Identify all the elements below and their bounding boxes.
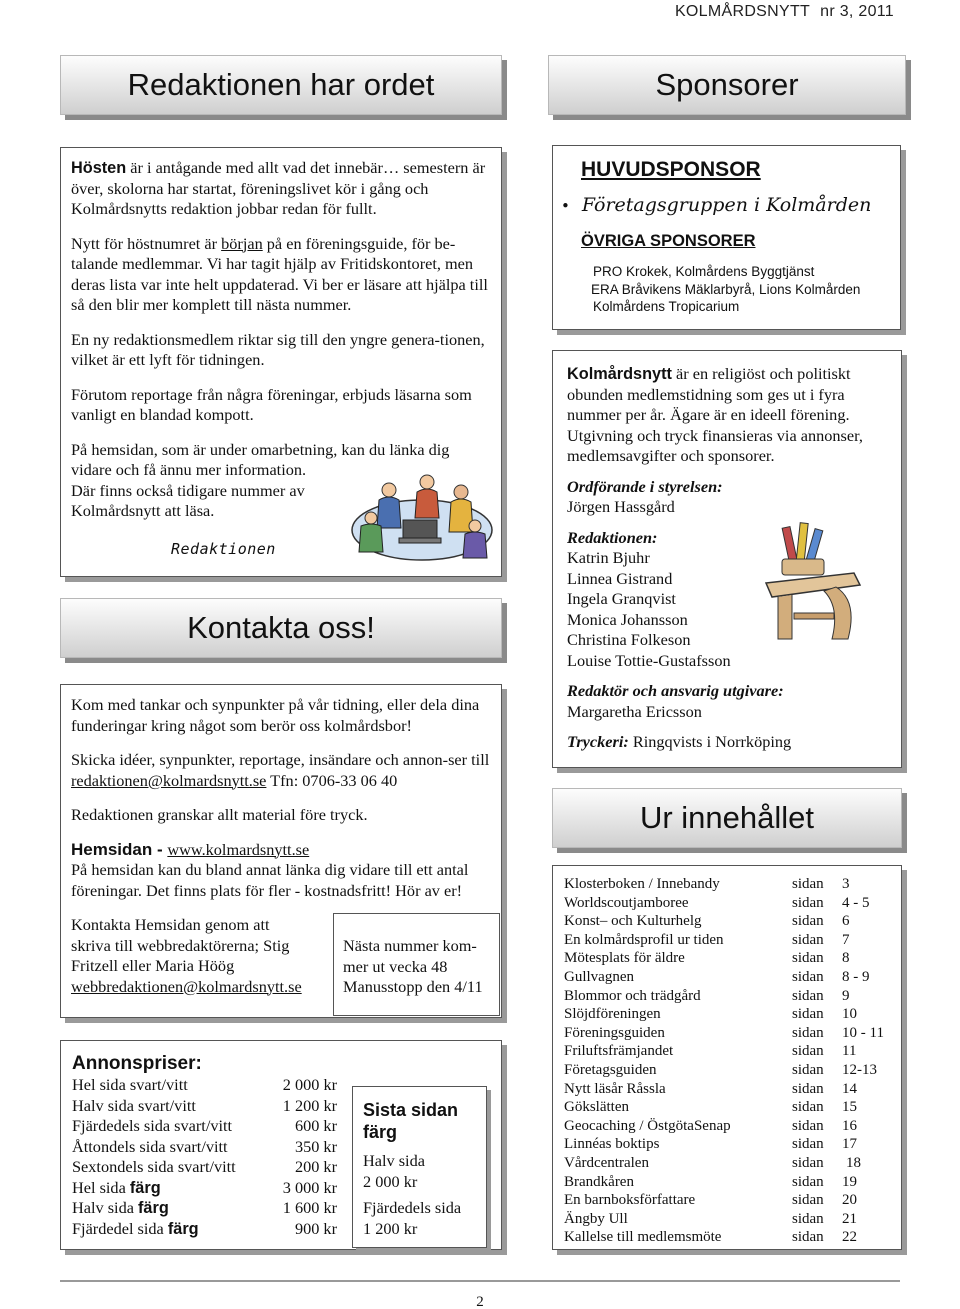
toc-sidan: sidan: [792, 894, 824, 911]
contact-phone: Tfn: 0706-33 06 40: [266, 770, 398, 790]
page-header: [675, 3, 894, 21]
toc-title: Mötesplats för äldre: [564, 950, 685, 967]
toc-sidan: sidan: [792, 1173, 824, 1190]
issue-number: nr 3, 2011: [820, 3, 894, 20]
sponsors-box: [552, 145, 901, 330]
main-sponsor-name: Företagsgruppen i Kolmården: [581, 194, 872, 216]
other-sponsors-line: ERA Bråvikens Mäklarbyrå, Lions Kolmården: [591, 281, 861, 297]
toc-row: [564, 1210, 891, 1229]
price-label-bold: färg: [129, 1178, 161, 1197]
toc-title: Nytt läsår Råssla: [564, 1080, 666, 1097]
toc-page: 8: [842, 950, 850, 967]
price-value: 3 000 kr: [282, 1177, 337, 1197]
toc-sidan: sidan: [792, 876, 824, 892]
back-page-quarter-label: Fjärdedels sida: [363, 1198, 462, 1217]
price-value: 900 kr: [294, 1218, 337, 1238]
toc-page: 6: [842, 913, 850, 930]
toc-sidan: sidan: [792, 1192, 824, 1209]
toc-title: Friluftsfrämjandet: [564, 1043, 674, 1060]
back-page-quarter-price: 1 200 kr: [363, 1218, 418, 1238]
toc-page: 22: [842, 1229, 857, 1246]
editor-name: Christina Folkeson: [567, 630, 691, 649]
editorial-p2-underlined: början: [221, 233, 263, 253]
toc-row: [564, 1135, 891, 1154]
editorial-title: Redaktionen har ordet: [127, 67, 435, 102]
toc-row: [564, 1098, 891, 1117]
toc-title: Slöjdföreningen: [564, 1006, 661, 1023]
contact-title: Kontakta oss!: [187, 610, 375, 645]
editorial-paragraph-6: Där finns också tidigare nummer av Kolmårdsnytt att läsa.: [71, 480, 305, 520]
toc-title: Konst– och Kulturhelg: [564, 913, 702, 930]
chair-label: Ordförande i styrelsen:: [567, 476, 723, 496]
contact-paragraph-1: Kom med tankar och synpunkter på vår tidning, eller dela dina funderingar kring något som berör oss kolmårdsbor!: [71, 695, 480, 735]
price-label: [72, 1116, 272, 1137]
toc-page: 19: [842, 1173, 857, 1190]
toc-title: Linnéas boktips: [564, 1136, 660, 1153]
toc-title: Föreningsguiden: [564, 1024, 665, 1041]
toc-row: [564, 931, 891, 950]
toc-row: [564, 912, 891, 931]
editorial-box: [60, 147, 502, 577]
about-text: [567, 364, 891, 467]
about-box: [552, 350, 902, 768]
publisher-name: Margaretha Ericsson: [567, 701, 702, 721]
price-label-text: Fjärdedel sida: [72, 1218, 168, 1238]
toc-title: Gullvagnen: [564, 968, 634, 985]
toc-sidan: sidan: [792, 1099, 824, 1116]
editorial-email-link[interactable]: redaktionen@kolmardsnytt.se: [71, 770, 267, 790]
contact-paragraph-5: Kontakta Hemsidan genom att skriva till webbredaktörerna; Stig Fritzell eller Maria Höög: [71, 915, 290, 975]
toc-page: 8 - 9: [842, 968, 870, 985]
toc-sidan: sidan: [792, 931, 824, 948]
price-value: 600 kr: [294, 1116, 337, 1135]
school-desk-illustration: [758, 521, 868, 646]
contact-paragraph-3: Redaktionen granskar allt material före tryck.: [71, 805, 368, 824]
price-label-text: Åttondels sida svart/vitt: [72, 1136, 228, 1156]
toc-row: [564, 1005, 891, 1024]
toc-sidan: sidan: [792, 1024, 824, 1041]
price-label-text: Hel sida svart/vitt: [72, 1075, 188, 1094]
toc-sidan: sidan: [792, 1229, 824, 1246]
editorial-banner: [60, 55, 502, 115]
price-label-bold: färg: [138, 1199, 169, 1217]
toc-page: 21: [842, 1210, 857, 1227]
toc-page: 11: [842, 1043, 857, 1060]
toc-title: Ängby Ull: [564, 1210, 628, 1227]
contents-banner: [552, 788, 902, 848]
price-label-text: Hel sida: [72, 1177, 130, 1197]
back-page-half-price: 2 000 kr: [363, 1171, 418, 1191]
editorial-paragraph-5: På hemsidan, som är under omarbetning, kan du länka dig vidare och få ännu mer information.: [71, 439, 450, 479]
price-label: [72, 1096, 272, 1117]
toc-sidan: sidan: [792, 1117, 824, 1134]
toc-row: [564, 949, 891, 968]
toc-page: 10 - 11: [842, 1024, 884, 1041]
toc-page: 20: [842, 1192, 857, 1209]
price-label: [72, 1075, 272, 1096]
editor-name: Monica Johansson: [567, 609, 688, 629]
chair-name: Jörgen Hassgård: [567, 497, 675, 516]
editorial-p2-b: på en föreningsguide, för be-talande medlemmar. Vi har tagit hjälp av Fritidskontoret, men deras lista var inte helt uppdaterad. Vi ber er läsare att hjälpa till så den blir mer komplett till nästa nummer.: [71, 233, 488, 314]
next-issue-text: Nästa nummer kom-mer ut vecka 48: [343, 936, 477, 976]
editorial-paragraph-3: En ny redaktionsmedlem riktar sig till den yngre genera-tionen, vilket är ett lyft för tidningen.: [71, 329, 485, 369]
toc-title: Brandkåren: [564, 1173, 634, 1190]
toc-title: Vårdcentralen: [564, 1154, 649, 1171]
toc-row: [564, 1154, 891, 1173]
toc-page: 18: [846, 1154, 861, 1171]
price-value: 1 200 kr: [282, 1095, 337, 1115]
main-sponsor: [561, 194, 886, 216]
page-number: 2: [476, 1294, 484, 1309]
toc-sidan: sidan: [792, 987, 824, 1004]
price-label: [72, 1137, 272, 1158]
toc-sidan: sidan: [792, 1154, 824, 1171]
toc-row: [564, 894, 891, 913]
contents-title: Ur innehållet: [639, 800, 815, 835]
price-value: 200 kr: [294, 1157, 337, 1176]
toc-page: 7: [842, 931, 850, 948]
footer-divider: [60, 1280, 900, 1282]
toc-sidan: sidan: [792, 1210, 824, 1227]
toc-row: [564, 1191, 891, 1210]
printer-line: [567, 732, 891, 753]
editorial-paragraph-1: [71, 158, 491, 220]
toc-sidan: sidan: [792, 1006, 824, 1023]
editorial-paragraph-4: Förutom reportage från några föreningar, erbjuds läsarna som vanligt en blandad kompott.: [71, 384, 472, 424]
toc-row: [564, 1173, 891, 1192]
price-label: [72, 1219, 272, 1240]
editorial-signature: Redaktionen: [171, 539, 276, 558]
toc-row: [564, 1080, 891, 1099]
price-label-text: Fjärdedels sida svart/vitt: [72, 1116, 233, 1135]
price-label-text: Halv sida svart/vitt: [72, 1095, 196, 1115]
contents-box: [552, 865, 902, 1250]
toc-row: [564, 1117, 891, 1136]
sponsors-title: Sponsorer: [655, 67, 799, 102]
toc-row: [564, 875, 891, 894]
back-page-half-label: Halv sida: [363, 1151, 425, 1170]
toc-row: [564, 968, 891, 987]
toc-row: [564, 1061, 891, 1080]
toc-page: 12-13: [842, 1061, 877, 1078]
editor-name: Linnea Gistrand: [567, 568, 673, 588]
toc-row: [564, 1228, 891, 1247]
printer-label: Tryckeri:: [567, 732, 629, 751]
publication-name: KOLMÅRDSNYTT: [674, 3, 811, 20]
other-sponsors-line: PRO Krokek, Kolmårdens Byggtjänst: [593, 264, 815, 279]
contact-banner: [60, 598, 502, 658]
toc-title: Worldscoutjamboree: [564, 894, 689, 911]
toc-title: Klosterboken / Innebandy: [564, 876, 720, 892]
toc-title: Företagsguiden: [564, 1061, 657, 1078]
toc-title: En barnboksförfattare: [564, 1192, 696, 1209]
people-laptop-illustration: [349, 468, 495, 566]
web-email-link[interactable]: webbredaktionen@kolmardsnytt.se: [71, 976, 302, 996]
contents-list: [564, 875, 891, 1247]
editor-name: Louise Tottie-Gustafsson: [567, 650, 731, 670]
sponsors-banner: [548, 55, 906, 115]
editorial-paragraph-2: [71, 234, 491, 316]
next-issue-deadline: Manusstopp den 4/11: [343, 977, 483, 996]
printer-name: Ringqvists i Norrköping: [628, 732, 792, 751]
price-label: [72, 1157, 272, 1178]
toc-page: 3: [842, 876, 850, 892]
toc-sidan: sidan: [792, 1136, 824, 1153]
toc-title: Kallelse till medlemsmöte: [564, 1229, 722, 1246]
toc-sidan: sidan: [792, 1080, 824, 1097]
back-page-box: [352, 1086, 487, 1248]
editor-name: Katrin Bjuhr: [567, 548, 650, 567]
toc-title: Gökslätten: [564, 1099, 629, 1116]
toc-row: [564, 987, 891, 1006]
toc-sidan: sidan: [792, 968, 824, 985]
toc-page: 16: [842, 1117, 857, 1134]
other-sponsors-heading: ÖVRIGA SPONSORER: [581, 232, 756, 250]
contact-paragraph-4: På hemsidan kan du bland annat länka dig vidare till ett antal föreningar. Det finns plats för fler - kostnadsfritt! Hör av er!: [71, 860, 469, 900]
toc-sidan: sidan: [792, 913, 824, 930]
editorial-lead-word: Hösten: [71, 159, 127, 177]
about-description: är en religiöst och politiskt obunden medlemstidning som ges ut i fyra nummer per år. Ägare är en ideell förening. Utgivning och tryck finansieras via annonser, medlemsavgifter och sponsorer.: [567, 364, 863, 465]
website-link[interactable]: www.kolmardsnytt.se: [167, 839, 310, 859]
toc-page: 4 - 5: [842, 894, 870, 911]
toc-title: En kolmårdsprofil ur tiden: [564, 931, 724, 948]
toc-page: 17: [842, 1136, 857, 1153]
bullet-icon: •: [561, 197, 570, 215]
price-label-text: Sextondels sida svart/vitt: [72, 1157, 236, 1176]
toc-row: [564, 1024, 891, 1043]
toc-sidan: sidan: [792, 950, 824, 967]
contact-p2-text: Skicka idéer, synpunkter, reportage, insändare och annon-ser till: [71, 750, 490, 769]
toc-page: 15: [842, 1099, 857, 1116]
toc-sidan: sidan: [792, 1043, 824, 1060]
toc-title: Blommor och trädgård: [564, 987, 701, 1004]
toc-page: 10: [842, 1006, 857, 1023]
editor-name: Ingela Granqvist: [567, 589, 676, 608]
price-label-bold: färg: [167, 1219, 199, 1238]
price-value: 350 kr: [294, 1136, 337, 1156]
toc-page: 9: [842, 987, 850, 1004]
editorial-p1-text: är i antågande med allt vad det innebär… semestern är över, skolorna har startat, föreningslivet kör i gång och Kolmårdsnytts redaktion jobbar redan för fullt.: [71, 158, 486, 218]
toc-sidan: sidan: [792, 1061, 824, 1078]
toc-row: [564, 1042, 891, 1061]
toc-page: 14: [842, 1080, 857, 1097]
price-label-text: Halv sida: [72, 1198, 139, 1217]
about-publication-name: Kolmårdsnytt: [567, 365, 672, 383]
price-label: [72, 1198, 272, 1219]
website-label: Hemsidan -: [71, 839, 168, 859]
website-line: [71, 840, 491, 861]
price-value: 1 600 kr: [282, 1198, 337, 1217]
back-page-title: Sista sidan färg: [363, 1100, 459, 1142]
price-label: [72, 1178, 272, 1199]
main-sponsor-heading: HUVUDSPONSOR: [581, 158, 761, 181]
other-sponsors-line: Kolmårdens Tropicarium: [593, 299, 740, 314]
publisher-label: Redaktör och ansvarig utgivare:: [567, 681, 784, 700]
price-value: 2 000 kr: [282, 1075, 337, 1094]
other-sponsors-list: [581, 263, 886, 316]
next-issue-box: [333, 913, 500, 1016]
contact-paragraph-2: [71, 750, 491, 791]
editors-label: Redaktionen:: [567, 527, 658, 547]
toc-title: Geocaching / ÖstgötaSenap: [564, 1117, 731, 1134]
editorial-p2-a: Nytt för höstnumret är: [71, 233, 222, 253]
ad-prices-title: Annonspriser:: [72, 1053, 202, 1074]
